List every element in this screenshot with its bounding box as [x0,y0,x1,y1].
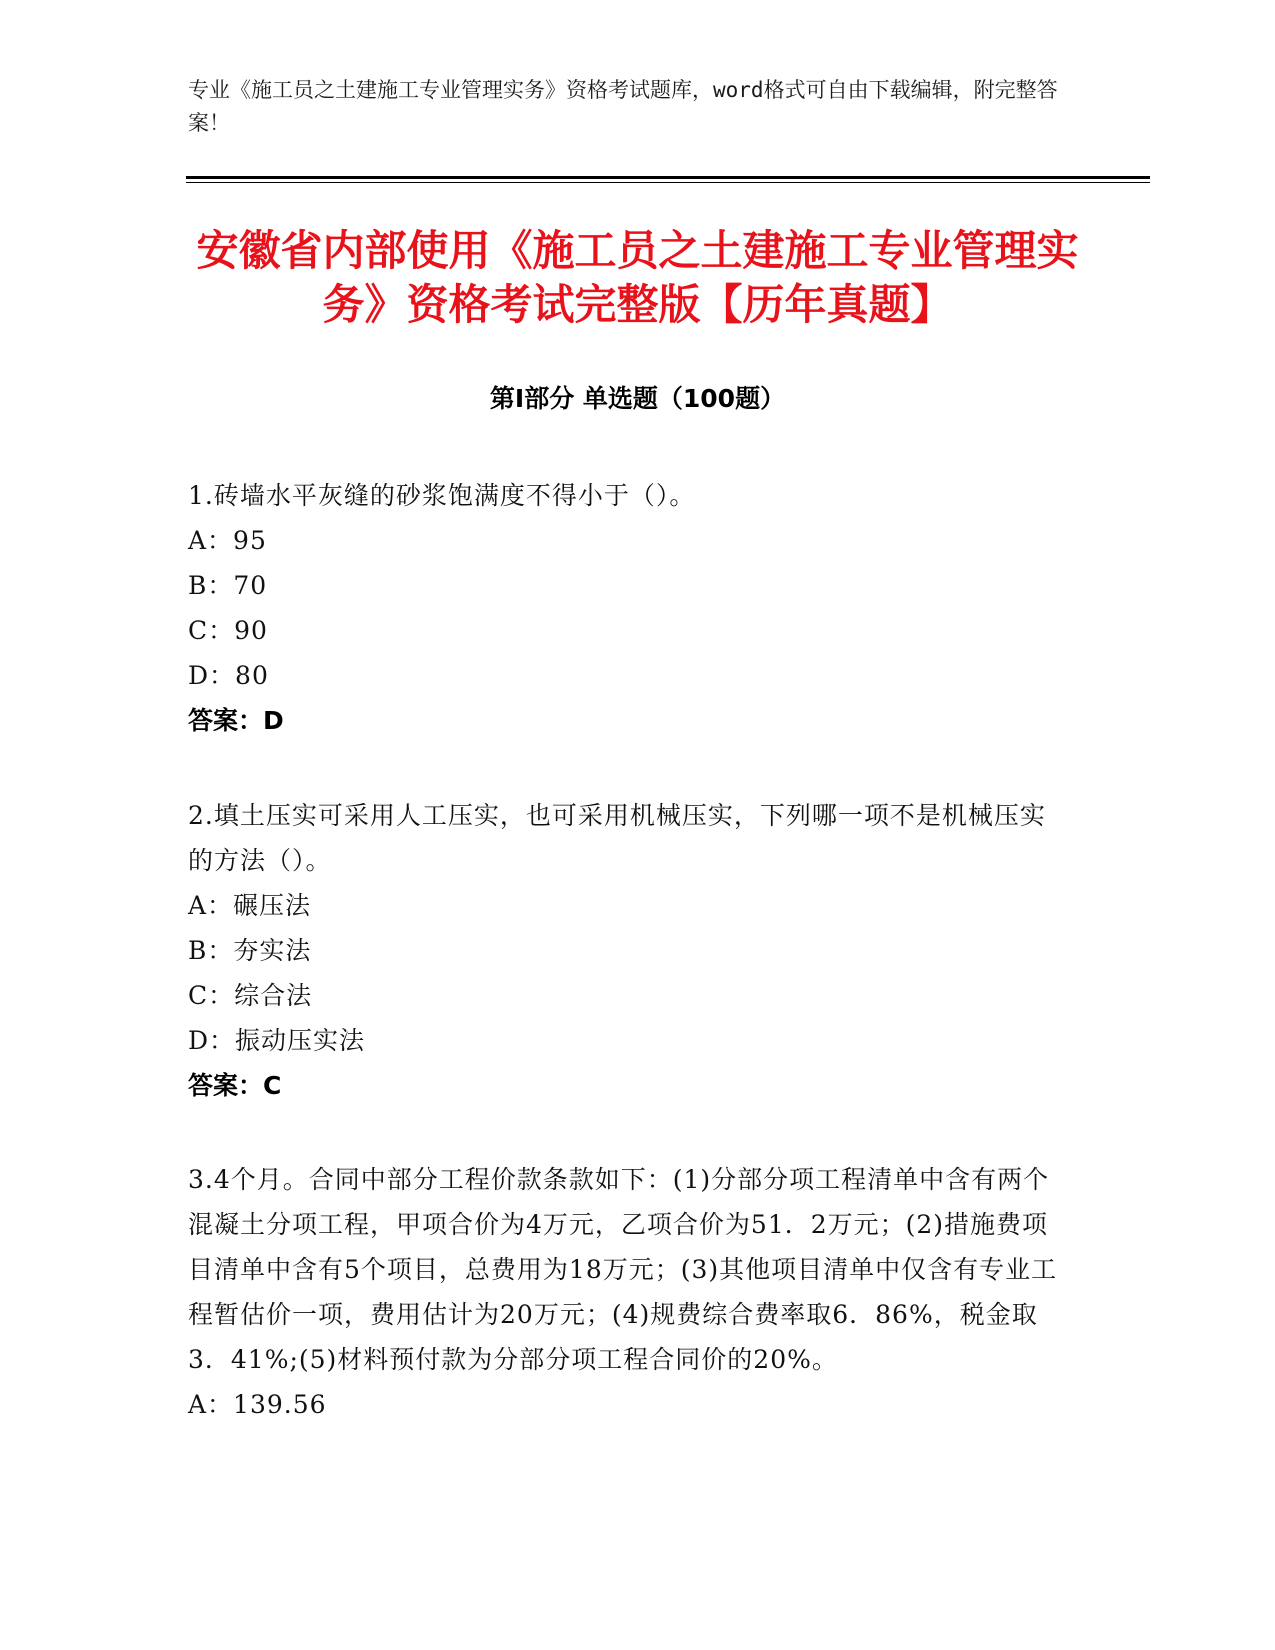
option-b: B：70 [188,571,268,600]
question-2 [188,793,1068,1108]
question-1 [188,473,1068,743]
header-note: 专业《施工员之土建施工专业管理实务》资格考试题库，word格式可自由下载编辑，附完整答案！ [188,78,1058,135]
header-divider-thick [186,176,1150,179]
option-b: B：夯实法 [188,936,312,965]
question-stem: 3.4个月。合同中部分工程价款条款如下：(1)分部分项工程清单中含有两个混凝土分项工程，甲项合价为4万元，乙项合价为51．2万元；(2)措施费项目清单中含有5个项目，总费用为18万元；(3)其他项目清单中仅含有专业工程暂估价一项，费用估计为20万元；(4)规费综合费率取6．86%，税金取3．41%;(5)材料预付款为分部分项工程合同价的20%。 [188,1165,1058,1374]
answer: 答案：D [188,706,284,735]
option-a: A：139.56 [188,1390,327,1419]
document-title: 安徽省内部使用《施工员之土建施工专业管理实务》资格考试完整版【历年真题】 [196,226,1079,329]
option-d: D：振动压实法 [188,1026,366,1055]
question-stem: 1.砖墙水平灰缝的砂浆饱满度不得小于（）。 [188,481,696,510]
question-3 [188,1157,1068,1427]
question-stem: 2.填土压实可采用人工压实，也可采用机械压实，下列哪一项不是机械压实的方法（）。 [188,801,1046,875]
header-divider-thin [186,182,1150,183]
option-c: C：90 [188,616,268,645]
option-d: D：80 [188,661,269,690]
section-title: 第Ⅰ部分 单选题（100题） [489,384,786,413]
option-c: C：综合法 [188,981,313,1010]
option-a: A：95 [188,526,267,555]
option-a: A：碾压法 [188,891,312,920]
answer: 答案：C [188,1071,282,1100]
